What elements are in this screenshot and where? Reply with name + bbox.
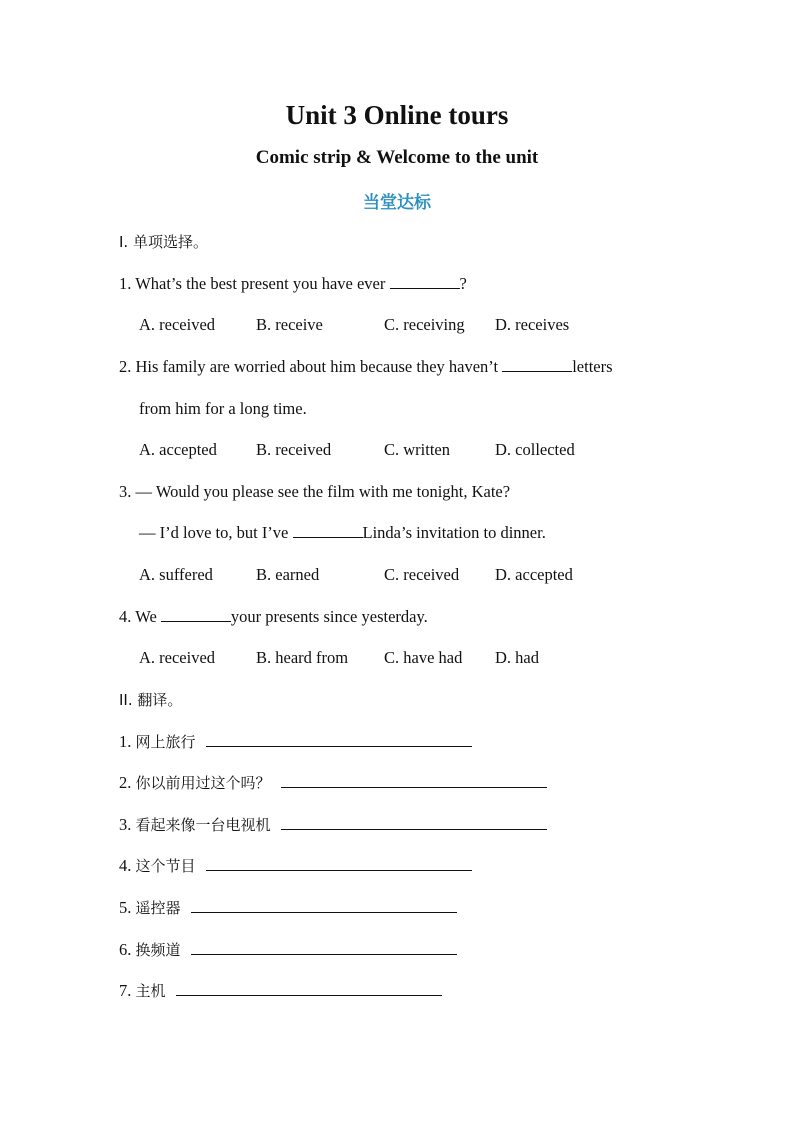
question-2-continued: from him for a long time. (139, 399, 307, 418)
option-b[interactable]: B. received (256, 440, 332, 459)
answer-line[interactable] (176, 981, 442, 996)
option-d[interactable]: D. receives (495, 315, 570, 334)
option-d[interactable]: D. had (495, 648, 539, 667)
question-3: 3. — Would you please see the film with me tonight, Kate? (119, 482, 511, 501)
item-number: 7. (119, 981, 132, 1000)
question-2-end: letters (572, 357, 613, 376)
answer-blank[interactable] (293, 522, 363, 538)
item-prompt: 换频道 (135, 941, 181, 959)
question-4 (119, 606, 428, 628)
question-4-end: your presents since yesterday. (230, 607, 428, 626)
question-1-text: 1. What’s the best present you have ever (119, 274, 390, 293)
answer-line[interactable] (191, 940, 457, 955)
option-c[interactable]: C. receiving (384, 315, 465, 334)
answer-line[interactable] (281, 773, 547, 788)
page-subtitle: Comic strip & Welcome to the unit (255, 147, 539, 168)
translation-item (119, 772, 547, 794)
question-2-text: 2. His family are worried about him because they haven’t (119, 357, 503, 376)
option-c[interactable]: C. received (384, 565, 460, 584)
question-2 (119, 356, 613, 378)
item-number: 1. (119, 732, 132, 751)
answer-line[interactable] (206, 732, 472, 747)
item-prompt: 网上旅行 (135, 733, 196, 751)
option-c[interactable]: C. written (384, 440, 450, 459)
item-prompt: 主机 (135, 982, 166, 1000)
item-prompt: 你以前用过这个吗？ (135, 774, 271, 792)
translation-item (119, 980, 442, 1002)
question-1-end: ? (459, 274, 467, 293)
option-a[interactable]: A. received (139, 648, 216, 667)
option-c[interactable]: C. have had (384, 648, 463, 667)
section1-heading: I. 单项选择。 (119, 233, 208, 251)
section-tag: 当堂达标 (363, 193, 431, 213)
question-3-end: Linda’s invitation to dinner. (362, 523, 546, 542)
answer-blank[interactable] (502, 356, 572, 372)
option-d[interactable]: D. accepted (495, 565, 573, 584)
option-b[interactable]: B. heard from (256, 648, 349, 667)
answer-blank[interactable] (390, 273, 460, 289)
translation-item (119, 939, 457, 961)
item-number: 4. (119, 856, 132, 875)
option-a[interactable]: A. received (139, 315, 216, 334)
answer-line[interactable] (191, 898, 457, 913)
option-b[interactable]: B. receive (256, 315, 323, 334)
answer-line[interactable] (206, 856, 472, 871)
item-prompt: 看起来像一台电视机 (135, 816, 271, 834)
question-1 (119, 273, 467, 295)
option-a[interactable]: A. accepted (139, 440, 217, 459)
answer-line[interactable] (281, 815, 547, 830)
translation-item (119, 731, 472, 753)
question-4-text: 4. We (119, 607, 161, 626)
translation-item (119, 897, 457, 919)
question-3-reply (139, 522, 546, 544)
option-d[interactable]: D. collected (495, 440, 575, 459)
option-a[interactable]: A. suffered (139, 565, 213, 584)
answer-blank[interactable] (161, 606, 231, 622)
item-number: 5. (119, 898, 132, 917)
item-number: 6. (119, 940, 132, 959)
question-3-text: — I’d love to, but I’ve (139, 523, 293, 542)
item-number: 3. (119, 815, 132, 834)
option-b[interactable]: B. earned (256, 565, 320, 584)
item-number: 2. (119, 773, 132, 792)
translation-item (119, 855, 472, 877)
item-prompt: 遥控器 (135, 899, 181, 917)
section2-heading: II. 翻译。 (119, 691, 183, 709)
translation-item (119, 814, 547, 836)
item-prompt: 这个节目 (135, 857, 196, 875)
page-title: Unit 3 Online tours (285, 100, 509, 130)
